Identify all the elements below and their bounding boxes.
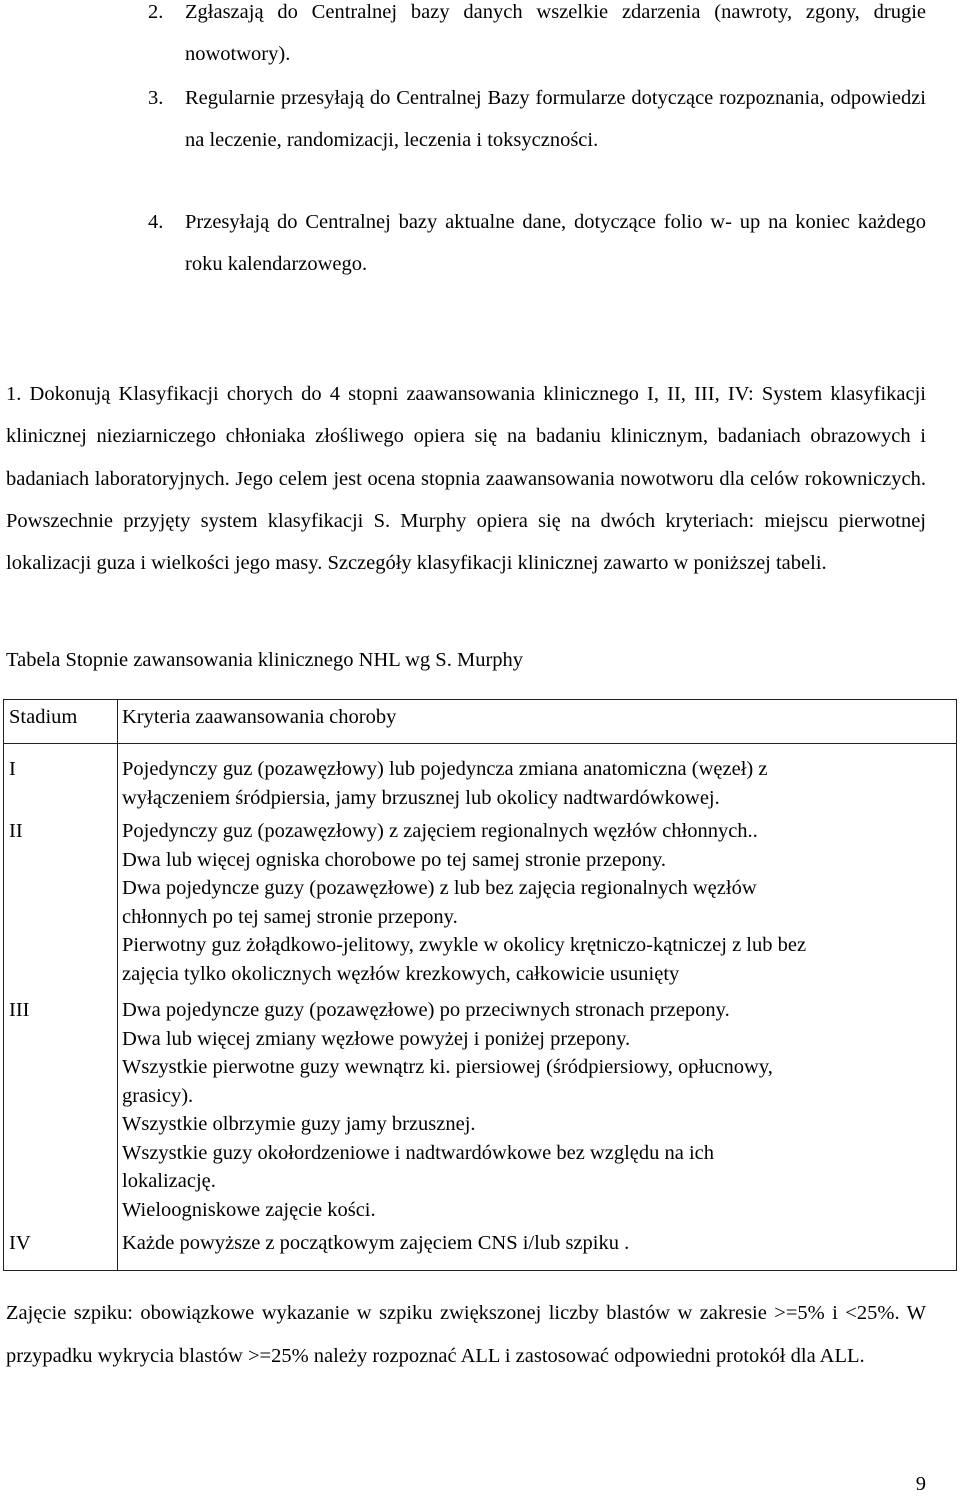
criteria-cell [122,996,912,1224]
bone-marrow-paragraph: Zajęcie szpiku: obowiązkowe wykazanie w szpiku zwiększonej liczby blastów w zakresie >=5% i <25%. W przypadku wykrycia blastów >=25% należy rozpoznać ALL i zastosować odpowiedni protokół dla ALL. [6,1302,926,1367]
list-item-3 [148,78,926,161]
list-text: Przesyłają do Centralnej bazy aktualne dane, dotyczące folio w- up na koniec każdego roku kalendarzowego. [185,211,926,275]
stage-label: II [9,820,23,842]
list-number: 3. [148,87,164,109]
list-text: Regularnie przesyłają do Centralnej Bazy formularze dotyczące rozpoznania, odpowiedzi na leczenie, randomizacji, leczenia i toksyczności. [185,87,926,151]
criteria-line: Wszystkie guzy okołordzeniowe i nadtwardówkowe bez względu na ich [122,1141,715,1164]
criteria-line: Każde powyższe z początkowym zajęciem CNS i/lub szpiku . [122,1232,630,1254]
criteria-cell [122,755,912,812]
header-stage: Stadium [9,706,78,728]
page-number: 9 [915,1473,926,1495]
criteria-line: Pojedynczy guz (pozawęzłowy) lub pojedyncza zmiana anatomiczna (węzeł) z [122,758,768,780]
criteria-cell [122,1229,912,1258]
criteria-line: Pierwotny guz żołądkowo-jelitowy, zwykle w okolicy krętniczo-kątniczej z lub bez [122,934,807,956]
criteria-line: grasicy). [122,1084,194,1107]
criteria-cell [122,817,912,988]
criteria-line: Wieloogniskowe zajęcie kości. [122,1198,376,1221]
criteria-line: Dwa pojedyncze guzy (pozawęzłowe) po przeciwnych stronach przepony. [122,999,730,1021]
criteria-line: chłonnych po tej samej stronie przepony. [122,905,458,928]
column-divider [117,700,118,1270]
list-item-4 [148,202,926,285]
stage-label: IV [9,1232,31,1254]
classification-paragraph: 1. Dokonują Klasyfikacji chorych do 4 stopni zaawansowania klinicznego I, II, III, IV: System klasyfikacji klinicznej nieziarniczego chłoniaka złośliwego opiera się na badaniu klinicznym, badaniach obrazowych i badaniach laboratoryjnych. Jego celem jest ocena stopnia zaawansowania nowotworu dla celów rokowniczych. Powszechnie przyjęty system klasyfikacji S. Murphy opiera się na dwóch kryteriach: miejscu pierwotnej lokalizacji guza i wielkości jego masy. Szczegóły klasyfikacji klinicznej zawarto w poniższej tabeli. [6,383,926,575]
header-criteria: Kryteria zaawansowania choroby [122,706,397,728]
staging-table [3,699,957,1271]
criteria-line: Pojedynczy guz (pozawęzłowy) z zajęciem regionalnych węzłów chłonnych.. [122,820,758,842]
list-number: 4. [148,211,164,233]
list-text: Zgłaszają do Centralnej bazy danych wszelkie zdarzenia (nawroty, zgony, drugie nowotwory). [185,1,926,65]
criteria-line: Wszystkie olbrzymie guzy jamy brzusznej. [122,1113,476,1135]
stage-label: III [9,999,30,1021]
stage-label: I [9,758,16,780]
criteria-line: Dwa pojedyncze guzy (pozawęzłowe) z lub bez zajęcia regionalnych węzłów [122,877,757,899]
header-divider [4,743,956,744]
criteria-line: wyłączeniem śródpiersia, jamy brzusznej lub okolicy nadtwardówkowej. [122,786,720,809]
criteria-line: Dwa lub więcej ogniska chorobowe po tej samej stronie przepony. [122,848,667,871]
table-caption: Tabela Stopnie zawansowania klinicznego NHL wg S. Murphy [6,649,524,671]
criteria-line: lokalizację. [122,1170,216,1192]
list-number: 2. [148,1,164,23]
criteria-line: Dwa lub więcej zmiany węzłowe powyżej i poniżej przepony. [122,1027,631,1050]
criteria-line: Wszystkie pierwotne guzy wewnątrz ki. piersiowej (śródpiersiowy, opłucnowy, [122,1056,773,1078]
list-item-2 [148,0,926,75]
criteria-line: zajęcia tylko okolicznych węzłów krezkowych, całkowicie usunięty [122,962,680,985]
